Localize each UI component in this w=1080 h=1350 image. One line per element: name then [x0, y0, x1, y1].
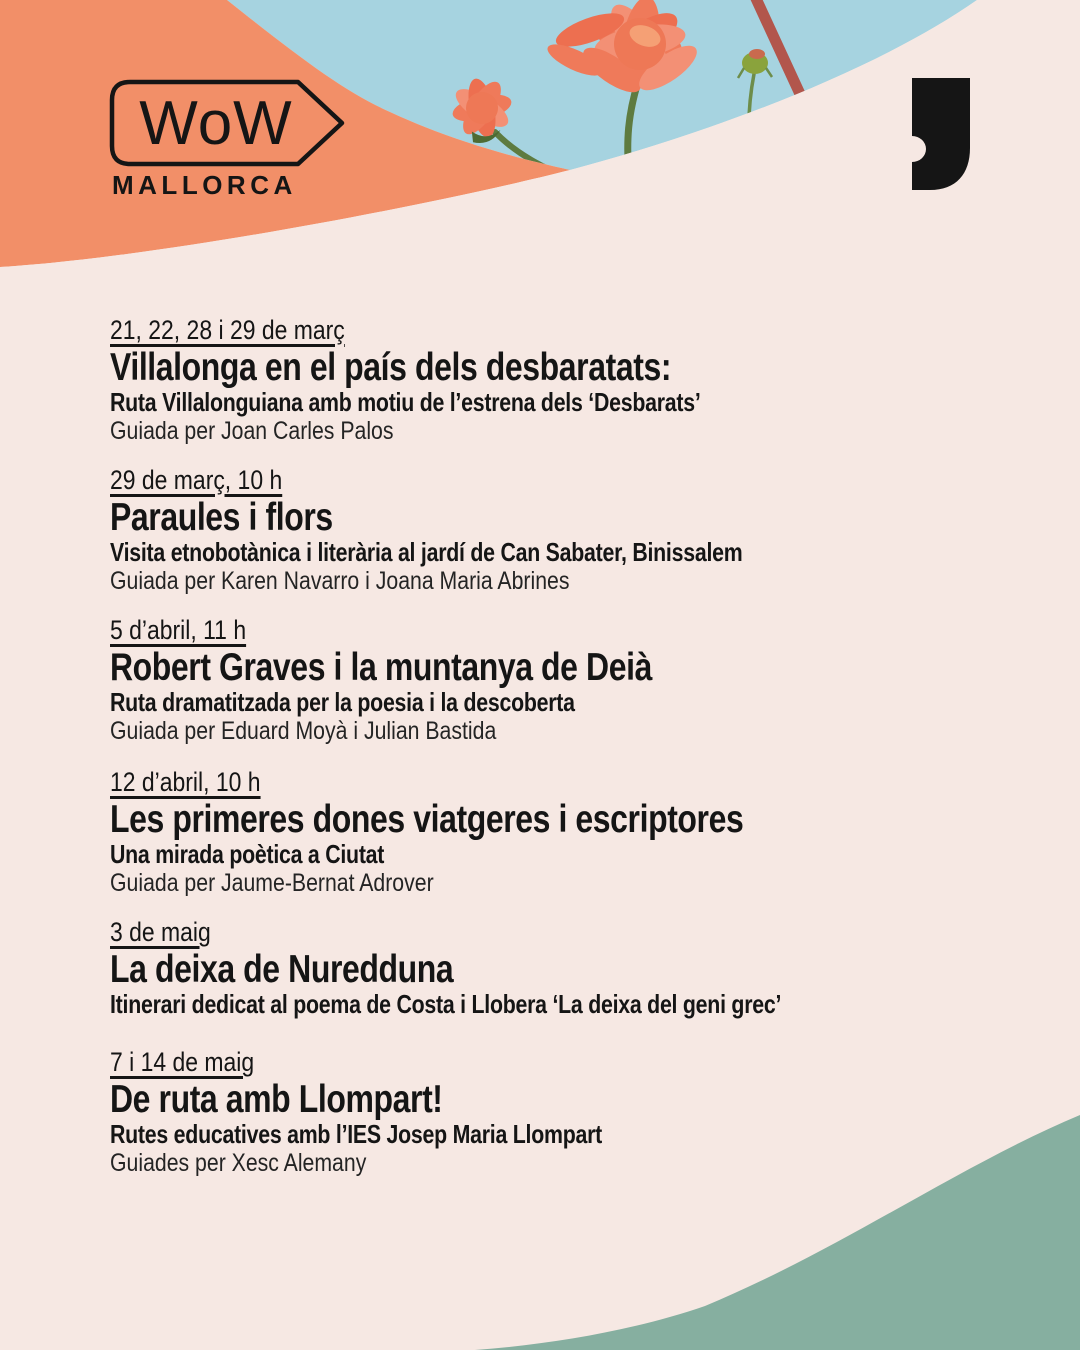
event-title: Paraules i flors [110, 496, 333, 539]
event-item [110, 615, 990, 745]
logo-wordmark: WoW [139, 89, 293, 158]
event-subtitle: Visita etnobotànica i literària al jardí de Can Sabater, Binissalem [110, 537, 743, 567]
event-item [110, 315, 990, 445]
event-title: Les primeres dones viatgeres i escriptores [110, 798, 744, 841]
event-subtitle: Itinerari dedicat al poema de Costa i Llobera ‘La deixa del geni grec’ [110, 989, 782, 1019]
event-guide: Guiada per Jaume-Bernat Adrover [110, 869, 434, 897]
wow-mallorca-logo [104, 78, 444, 202]
event-guide: Guiades per Xesc Alemany [110, 1149, 367, 1177]
event-date: 21, 22, 28 i 29 de març [110, 315, 345, 345]
event-subtitle: Ruta Villalonguiana amb motiu de l’estrena dels ‘Desbarats’ [110, 387, 701, 417]
event-date: 29 de març, 10 h [110, 465, 283, 495]
event-item [110, 767, 990, 897]
event-subtitle: Una mirada poètica a Ciutat [110, 839, 385, 869]
event-item [110, 917, 990, 1019]
event-date: 12 d’abril, 10 h [110, 767, 261, 797]
event-guide: Guiada per Eduard Moyà i Julian Bastida [110, 717, 497, 745]
event-title: De ruta amb Llompart! [110, 1078, 443, 1121]
event-date: 3 de maig [110, 917, 211, 947]
logo-place-label: MALLORCA [112, 170, 297, 200]
event-date: 5 d’abril, 11 h [110, 615, 247, 645]
event-guide: Guiada per Joan Carles Palos [110, 417, 394, 445]
event-date: 7 i 14 de maig [110, 1047, 255, 1077]
green-wave [0, 1110, 1080, 1350]
event-item [110, 465, 990, 595]
event-title: Robert Graves i la muntanya de Deià [110, 646, 652, 689]
event-guide: Guiada per Karen Navarro i Joana Maria Abrines [110, 567, 570, 595]
quote-comma-icon [912, 78, 970, 190]
event-subtitle: Rutes educatives amb l’IES Josep Maria Llompart [110, 1119, 602, 1149]
event-subtitle: Ruta dramatitzada per la poesia i la descoberta [110, 687, 575, 717]
event-title: La deixa de Nuredduna [110, 948, 454, 991]
event-title: Villalonga en el país dels desbaratats: [110, 346, 672, 389]
